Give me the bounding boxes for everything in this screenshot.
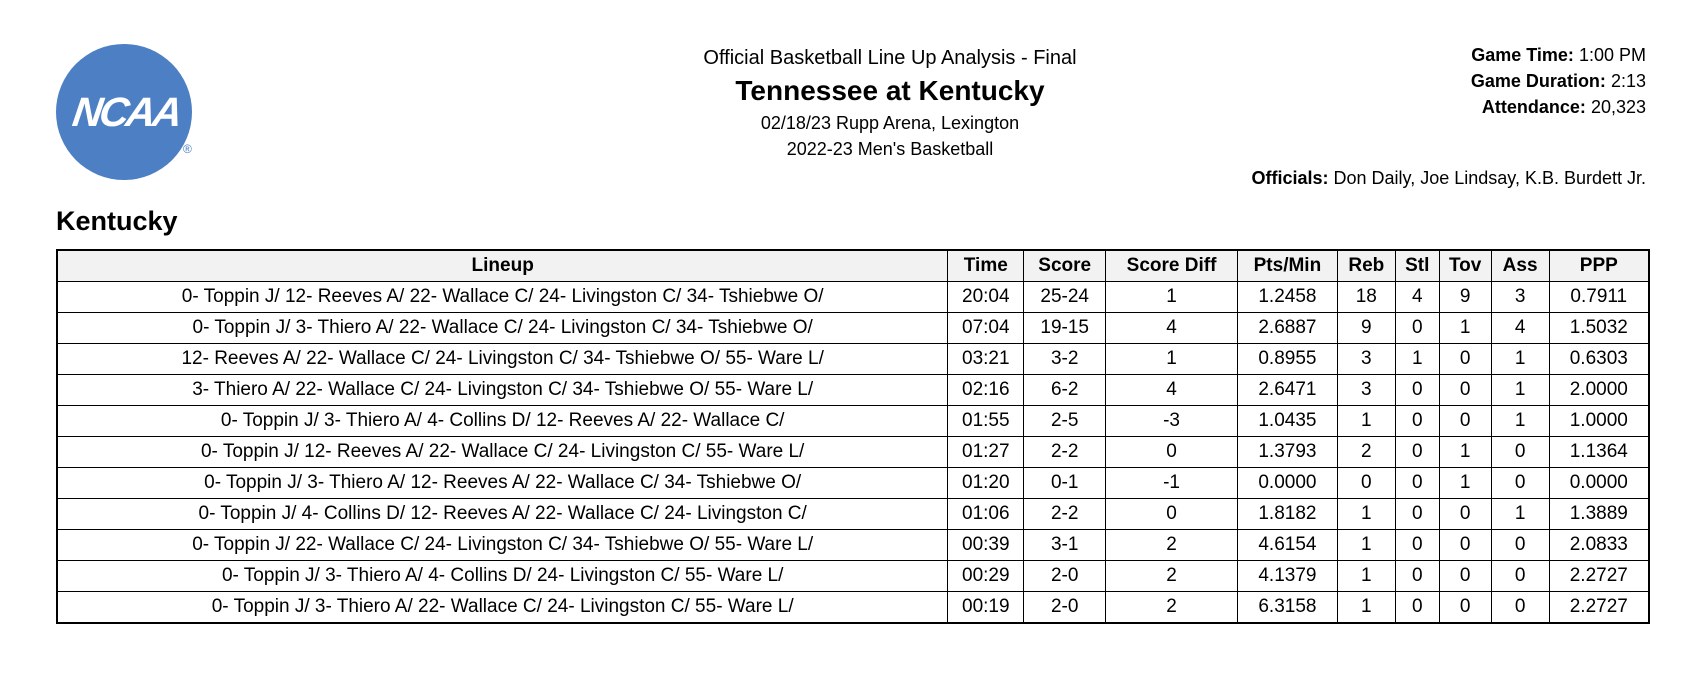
cell-tov: 0 (1439, 375, 1491, 406)
cell-pts-per-min: 1.0435 (1237, 406, 1337, 437)
cell-stl: 0 (1395, 561, 1439, 592)
cell-reb: 1 (1337, 406, 1395, 437)
cell-reb: 9 (1337, 313, 1395, 344)
cell-stl: 0 (1395, 437, 1439, 468)
cell-ass: 3 (1491, 282, 1549, 313)
cell-score-diff: 4 (1106, 313, 1238, 344)
game-duration-line (1471, 68, 1646, 94)
table-row (57, 344, 1649, 375)
cell-tov: 0 (1439, 530, 1491, 561)
cell-pts-per-min: 1.3793 (1237, 437, 1337, 468)
table-row (57, 561, 1649, 592)
cell-score-diff: 2 (1106, 592, 1238, 624)
ncaa-logo (56, 44, 192, 180)
column-header-tov: Tov (1439, 250, 1491, 282)
game-duration-value: 2:13 (1610, 71, 1646, 91)
attendance-line (1471, 94, 1646, 120)
cell-stl: 0 (1395, 592, 1439, 624)
cell-tov: 1 (1439, 313, 1491, 344)
cell-ppp: 2.2727 (1549, 561, 1649, 592)
cell-tov: 0 (1439, 344, 1491, 375)
table-row (57, 282, 1649, 313)
table-row (57, 313, 1649, 344)
cell-score-diff: 4 (1106, 375, 1238, 406)
cell-pts-per-min: 4.1379 (1237, 561, 1337, 592)
cell-reb: 1 (1337, 499, 1395, 530)
column-header-stl: Stl (1395, 250, 1439, 282)
cell-ppp: 1.3889 (1549, 499, 1649, 530)
cell-time: 01:55 (948, 406, 1024, 437)
game-title: Tennessee at Kentucky (735, 75, 1045, 106)
cell-ppp: 2.0000 (1549, 375, 1649, 406)
table-body (57, 282, 1649, 624)
lineup-table (56, 249, 1650, 624)
cell-pts-per-min: 1.8182 (1237, 499, 1337, 530)
column-header-pts-per-min: Pts/Min (1237, 250, 1337, 282)
cell-score: 2-2 (1024, 499, 1106, 530)
cell-stl: 0 (1395, 499, 1439, 530)
cell-ass: 0 (1491, 530, 1549, 561)
cell-reb: 3 (1337, 344, 1395, 375)
cell-ass: 1 (1491, 375, 1549, 406)
cell-tov: 1 (1439, 437, 1491, 468)
cell-tov: 9 (1439, 282, 1491, 313)
cell-lineup: 0- Toppin J/ 12- Reeves A/ 22- Wallace C/ 24- Livingston C/ 34- Tshiebwe O/ (57, 282, 948, 313)
cell-score: 3-2 (1024, 344, 1106, 375)
table-row (57, 406, 1649, 437)
cell-ass: 1 (1491, 499, 1549, 530)
cell-time: 03:21 (948, 344, 1024, 375)
cell-score-diff: -1 (1106, 468, 1238, 499)
game-time-value: 1:00 PM (1578, 45, 1646, 65)
table-row (57, 499, 1649, 530)
cell-stl: 0 (1395, 313, 1439, 344)
cell-ass: 1 (1491, 344, 1549, 375)
cell-tov: 0 (1439, 561, 1491, 592)
cell-tov: 0 (1439, 406, 1491, 437)
cell-ass: 1 (1491, 406, 1549, 437)
officials-value: Don Daily, Joe Lindsay, K.B. Burdett Jr. (1333, 168, 1646, 188)
cell-time: 01:20 (948, 468, 1024, 499)
table-row (57, 530, 1649, 561)
cell-ppp: 2.0833 (1549, 530, 1649, 561)
cell-lineup: 0- Toppin J/ 3- Thiero A/ 4- Collins D/ 12- Reeves A/ 22- Wallace C/ (57, 406, 948, 437)
cell-score: 6-2 (1024, 375, 1106, 406)
cell-reb: 1 (1337, 592, 1395, 624)
cell-score-diff: 1 (1106, 344, 1238, 375)
cell-time: 00:39 (948, 530, 1024, 561)
attendance-label: Attendance: (1481, 97, 1586, 117)
table-row (57, 437, 1649, 468)
cell-reb: 18 (1337, 282, 1395, 313)
cell-ass: 4 (1491, 313, 1549, 344)
cell-time: 01:27 (948, 437, 1024, 468)
column-header-time: Time (948, 250, 1024, 282)
cell-score: 2-5 (1024, 406, 1106, 437)
cell-ppp: 0.6303 (1549, 344, 1649, 375)
cell-score-diff: 2 (1106, 561, 1238, 592)
ncaa-logo-text: NCAA (69, 88, 183, 135)
table-row (57, 468, 1649, 499)
officials-line (1251, 166, 1646, 190)
column-header-lineup: Lineup (57, 250, 948, 282)
cell-time: 00:19 (948, 592, 1024, 624)
cell-score: 2-2 (1024, 437, 1106, 468)
cell-stl: 0 (1395, 375, 1439, 406)
game-meta (1471, 42, 1646, 120)
cell-tov: 0 (1439, 592, 1491, 624)
cell-ppp: 0.7911 (1549, 282, 1649, 313)
cell-lineup: 0- Toppin J/ 22- Wallace C/ 24- Livingston C/ 34- Tshiebwe O/ 55- Ware L/ (57, 530, 948, 561)
column-header-ppp: PPP (1549, 250, 1649, 282)
cell-tov: 0 (1439, 499, 1491, 530)
cell-reb: 3 (1337, 375, 1395, 406)
column-header-ass: Ass (1491, 250, 1549, 282)
cell-reb: 2 (1337, 437, 1395, 468)
cell-ppp: 0.0000 (1549, 468, 1649, 499)
game-duration-label: Game Duration: (1470, 71, 1606, 91)
cell-lineup: 0- Toppin J/ 4- Collins D/ 12- Reeves A/ 22- Wallace C/ 24- Livingston C/ (57, 499, 948, 530)
cell-pts-per-min: 2.6471 (1237, 375, 1337, 406)
cell-lineup: 3- Thiero A/ 22- Wallace C/ 24- Livingston C/ 34- Tshiebwe O/ 55- Ware L/ (57, 375, 948, 406)
cell-lineup: 0- Toppin J/ 3- Thiero A/ 4- Collins D/ 24- Livingston C/ 55- Ware L/ (57, 561, 948, 592)
cell-time: 00:29 (948, 561, 1024, 592)
report-subtitle: Official Basketball Line Up Analysis - Final (703, 47, 1077, 69)
cell-pts-per-min: 0.8955 (1237, 344, 1337, 375)
cell-score-diff: 0 (1106, 437, 1238, 468)
report-header (560, 44, 1220, 162)
cell-score: 0-1 (1024, 468, 1106, 499)
table-row (57, 592, 1649, 624)
cell-stl: 0 (1395, 406, 1439, 437)
cell-time: 01:06 (948, 499, 1024, 530)
cell-pts-per-min: 4.6154 (1237, 530, 1337, 561)
team-name: Kentucky (56, 206, 178, 236)
cell-reb: 0 (1337, 468, 1395, 499)
officials-label: Officials: (1251, 168, 1329, 188)
cell-score: 2-0 (1024, 561, 1106, 592)
cell-time: 02:16 (948, 375, 1024, 406)
cell-time: 20:04 (948, 282, 1024, 313)
column-header-reb: Reb (1337, 250, 1395, 282)
cell-score: 3-1 (1024, 530, 1106, 561)
cell-score: 19-15 (1024, 313, 1106, 344)
cell-pts-per-min: 6.3158 (1237, 592, 1337, 624)
cell-ppp: 1.0000 (1549, 406, 1649, 437)
column-header-score-diff: Score Diff (1106, 250, 1238, 282)
season-label: 2022-23 Men's Basketball (786, 139, 994, 159)
cell-pts-per-min: 1.2458 (1237, 282, 1337, 313)
cell-ass: 0 (1491, 468, 1549, 499)
cell-score-diff: -3 (1106, 406, 1238, 437)
cell-ppp: 1.1364 (1549, 437, 1649, 468)
registered-mark: ® (183, 142, 192, 156)
cell-pts-per-min: 0.0000 (1237, 468, 1337, 499)
cell-ppp: 1.5032 (1549, 313, 1649, 344)
cell-score: 25-24 (1024, 282, 1106, 313)
cell-stl: 0 (1395, 530, 1439, 561)
attendance-value: 20,323 (1590, 97, 1646, 117)
cell-ass: 0 (1491, 592, 1549, 624)
cell-lineup: 0- Toppin J/ 12- Reeves A/ 22- Wallace C/ 24- Livingston C/ 55- Ware L/ (57, 437, 948, 468)
cell-score-diff: 1 (1106, 282, 1238, 313)
cell-ass: 0 (1491, 437, 1549, 468)
cell-lineup: 0- Toppin J/ 3- Thiero A/ 22- Wallace C/ 24- Livingston C/ 34- Tshiebwe O/ (57, 313, 948, 344)
cell-pts-per-min: 2.6887 (1237, 313, 1337, 344)
cell-stl: 4 (1395, 282, 1439, 313)
cell-lineup: 0- Toppin J/ 3- Thiero A/ 12- Reeves A/ 22- Wallace C/ 34- Tshiebwe O/ (57, 468, 948, 499)
table-header-row (57, 250, 1649, 282)
cell-score-diff: 0 (1106, 499, 1238, 530)
cell-ppp: 2.2727 (1549, 592, 1649, 624)
cell-time: 07:04 (948, 313, 1024, 344)
cell-reb: 1 (1337, 530, 1395, 561)
table-row (57, 375, 1649, 406)
game-time-label: Game Time: (1471, 45, 1574, 65)
cell-tov: 1 (1439, 468, 1491, 499)
cell-score: 2-0 (1024, 592, 1106, 624)
cell-stl: 1 (1395, 344, 1439, 375)
game-time-line (1471, 42, 1646, 68)
cell-ass: 0 (1491, 561, 1549, 592)
date-venue: 02/18/23 Rupp Arena, Lexington (760, 113, 1020, 133)
cell-stl: 0 (1395, 468, 1439, 499)
cell-reb: 1 (1337, 561, 1395, 592)
cell-lineup: 0- Toppin J/ 3- Thiero A/ 22- Wallace C/ 24- Livingston C/ 55- Ware L/ (57, 592, 948, 624)
cell-lineup: 12- Reeves A/ 22- Wallace C/ 24- Livingston C/ 34- Tshiebwe O/ 55- Ware L/ (57, 344, 948, 375)
cell-score-diff: 2 (1106, 530, 1238, 561)
column-header-score: Score (1024, 250, 1106, 282)
